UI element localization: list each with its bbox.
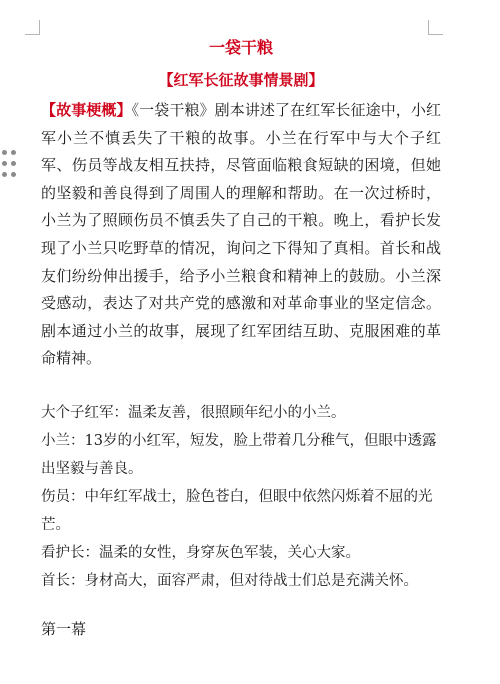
act-heading: 第一幕: [41, 619, 87, 638]
drag-handle-icon[interactable]: [2, 150, 16, 180]
character-item: 首长：身材高大，面容严肃，但对待战士们总是充满关怀。: [41, 572, 418, 589]
document-subtitle: 【红军长征故事情景剧】: [158, 71, 324, 89]
page-corner-mark-top-right: [428, 20, 443, 35]
character-item: 小兰：13岁的小红军，短发，脸上带着几分稚气，但眼中透露出坚毅与善良。: [41, 432, 437, 477]
page-corner-mark-top-left: [25, 20, 40, 35]
character-item: 伤员：中年红军战士，脸色苍白，但眼中依然闪烁着不屈的光芒。: [41, 488, 433, 533]
document-title: 一袋干粮: [208, 38, 273, 57]
story-summary-paragraph: [41, 97, 441, 373]
summary-tag: 【故事梗概】: [41, 101, 132, 119]
summary-text: 《一袋干粮》剧本讲述了在红军长征途中，小红军小兰不慎丢失了干粮的故事。小兰在行军中与大个子红军、伤员等战友相互扶持，尽管面临粮食短缺的困境，但她的坚毅和善良得到了周围人的理解和帮助。在一次过桥时，小兰为了照顾伤员不慎丢失了自己的干粮。晚上，看护长发现了小兰只吃野草的情况，询问之下得知了真相。首长和战友们纷纷伸出援手，给予小兰粮食和精神上的鼓励。小兰深受感动，表达了对共产党的感激和对革命事业的坚定信念。剧本通过小兰的故事，展现了红军团结互助、克服困难的革命精神。: [41, 101, 441, 368]
character-item: 大个子红军：温柔友善，很照顾年纪小的小兰。: [41, 404, 346, 421]
document-body: [41, 37, 441, 643]
character-list: [41, 399, 441, 595]
character-item: 看护长：温柔的女性，身穿灰色军装，关心大家。: [41, 544, 360, 561]
